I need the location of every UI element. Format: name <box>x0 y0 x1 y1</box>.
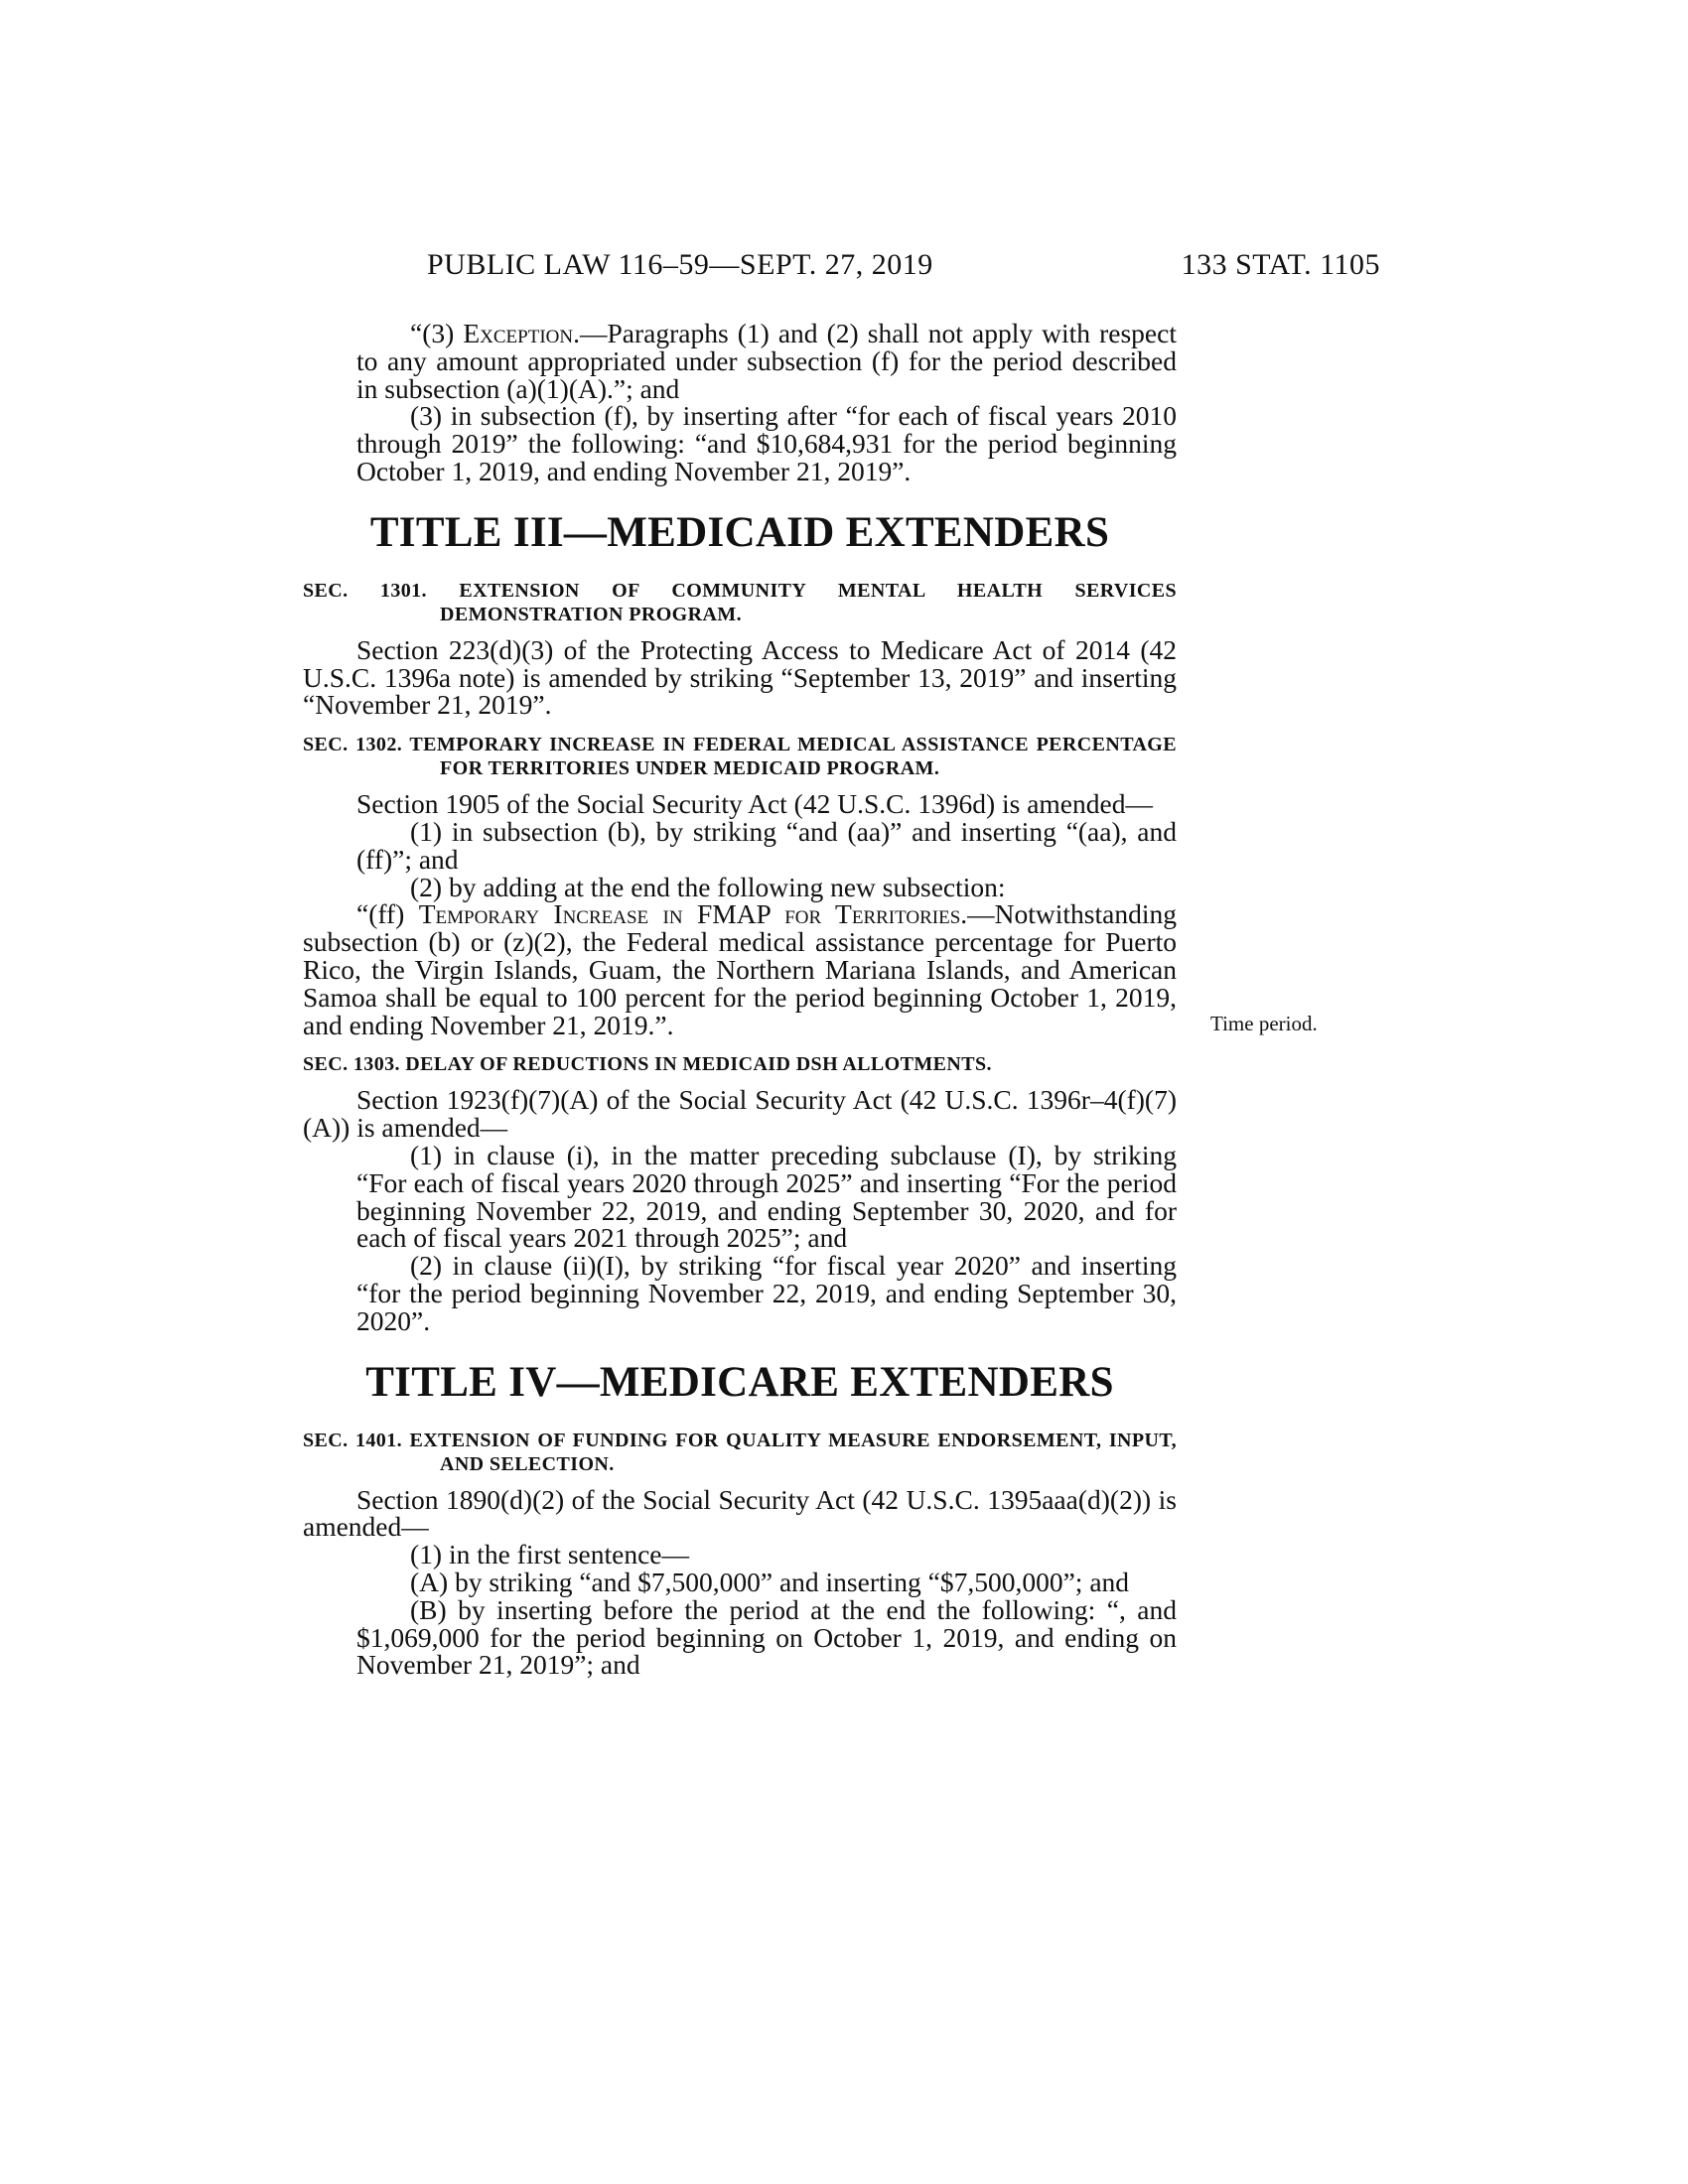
sec-1303-intro: Section 1923(f)(7)(A) of the Social Security Act (42 U.S.C. 1396r–4(f)(7)(A)) is amended— <box>303 1084 1177 1144</box>
sec-1301-heading: SEC. 1301. EXTENSION OF COMMUNITY MENTAL HEALTH SERVICES DEMONSTRATION PROGRAM. <box>303 579 1177 625</box>
sec-1302-heading: SEC. 1302. TEMPORARY INCREASE IN FEDERAL MEDICAL ASSISTANCE PERCENTAGE FOR TERRITORIES UNDER MEDICAID PROGRAM. <box>303 734 1177 780</box>
sec-1303-heading: SEC. 1303. DELAY OF REDUCTIONS IN MEDICAID DSH ALLOTMENTS. <box>303 1053 992 1076</box>
margin-note: Time period. <box>1210 1012 1318 1035</box>
sec-1302-item-1: (1) in subsection (b), by striking “and (aa)” and inserting “(aa), and (ff)”; and <box>356 815 1177 875</box>
sec-1302-new-subsection: “(ff) Temporary Increase in FMAP for Territories.—Notwithstanding subsection (b) or (z)(2), the Federal medical assistance percentage for Puerto Rico, the Virgin Islands, Guam, the Northern Mariana Islands, and American Samoa shall be equal to 100 percent for the period beginning October 1, 2019, and ending November 21, 2019.”. <box>303 898 1177 1040</box>
page-body <box>303 320 1177 1679</box>
sec-1303-item-2: (2) in clause (ii)(I), by striking “for fiscal year 2020” and inserting “for the period beginning November 22, 2019, and ending September 30, 2020”. <box>356 1250 1177 1336</box>
sec-1401-item-1: (1) in the first sentence— <box>410 1539 690 1570</box>
exception-paragraph: “(3) Exception.—Paragraphs (1) and (2) shall not apply with respect to any amount appropriated under subsection (f) for the period described in subsection (a)(1)(A).”; and <box>356 318 1177 404</box>
title-iv-heading: TITLE IV—MEDICARE EXTENDERS <box>365 1358 1114 1406</box>
sec-1401-intro: Section 1890(d)(2) of the Social Security Act (42 U.S.C. 1395aaa(d)(2)) is amended— <box>303 1483 1177 1543</box>
sec-1401-item-1-b: (B) by inserting before the period at the end the following: “, and $1,069,000 for the period beginning on October 1, 2019, and ending on November 21, 2019”; and <box>356 1593 1177 1681</box>
running-header <box>298 248 1380 288</box>
sec-1302-item-2: (2) by adding at the end the following new subsection: <box>410 871 1006 902</box>
sec-1303-item-1: (1) in clause (i), in the matter preceding subclause (I), by striking “For each of fiscal years 2020 through 2025” and inserting “For the period beginning November 22, 2019, and ending September 30, 2020, and for each of fiscal years 2021 through 2025”; and <box>356 1139 1177 1254</box>
exception-heading: Exception <box>463 318 574 348</box>
sec-1401-heading: SEC. 1401. EXTENSION OF FUNDING FOR QUALITY MEASURE ENDORSEMENT, INPUT, AND SELECTION. <box>303 1429 1177 1475</box>
sec-1401-item-1-a: (A) by striking “and $7,500,000” and inserting “$7,500,000”; and <box>410 1566 1130 1597</box>
title-iii-heading: TITLE III—MEDICAID EXTENDERS <box>369 508 1110 556</box>
sec-1301-text: Section 223(d)(3) of the Protecting Access to Medicare Act of 2014 (42 U.S.C. 1396a note) is amended by striking “September 13, 2019” and inserting “November 21, 2019”. <box>303 633 1177 721</box>
fmap-heading: Temporary Increase in FMAP for Territories <box>418 898 961 930</box>
paragraph-3-subsection-f: (3) in subsection (f), by inserting after “for each of fiscal years 2010 through 2019” the following: “and $10,684,931 for the period beginning October 1, 2019, and ending November 21, 2019”. <box>356 400 1177 486</box>
header-public-law: PUBLIC LAW 116–59—SEPT. 27, 2019 <box>427 248 933 281</box>
header-stat-page: 133 STAT. 1105 <box>1181 248 1380 281</box>
sec-1302-intro: Section 1905 of the Social Security Act (42 U.S.C. 1396d) is amended— <box>356 788 1153 820</box>
